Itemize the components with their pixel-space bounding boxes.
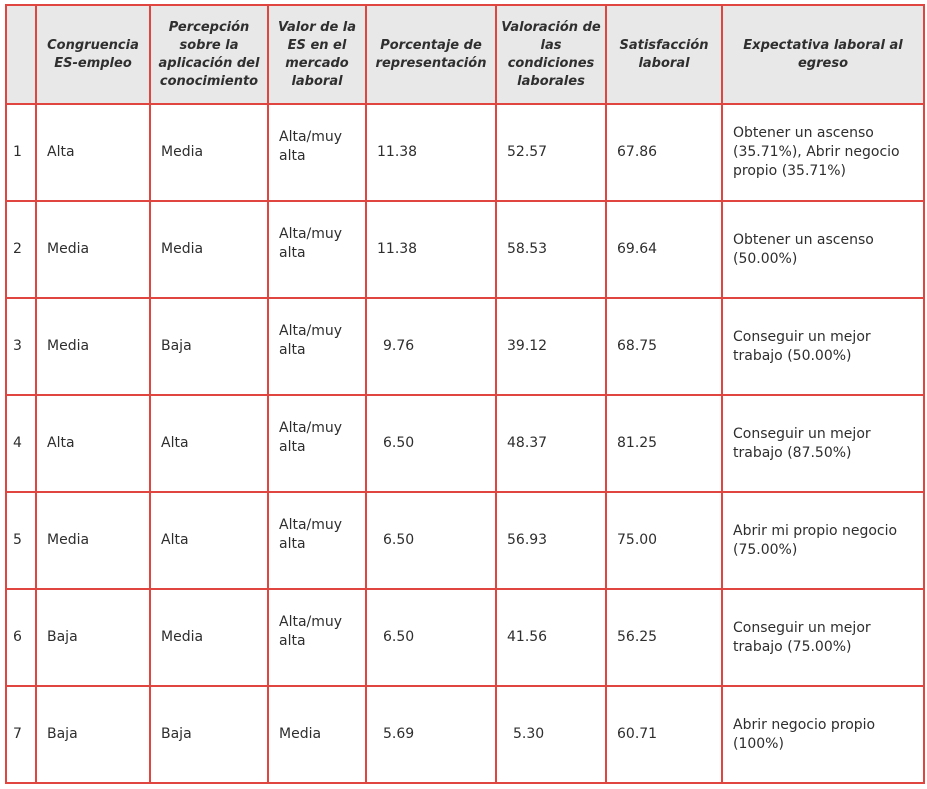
cell-expectativa: Abrir negocio propio (100%) bbox=[722, 686, 924, 783]
cell-valoracion: 58.53 bbox=[496, 201, 606, 298]
cell-valoracion: 39.12 bbox=[496, 298, 606, 395]
cell-valor bbox=[268, 686, 366, 783]
cell-valoracion: 5.30 bbox=[496, 686, 606, 783]
header-valoracion: Valoración de las condiciones laborales bbox=[496, 5, 606, 104]
row-number: 2 bbox=[6, 201, 36, 298]
cell-porcentaje: 6.50 bbox=[366, 589, 496, 686]
cell-expectativa: Conseguir un mejor trabajo (50.00%) bbox=[722, 298, 924, 395]
row-number: 4 bbox=[6, 395, 36, 492]
row-number: 1 bbox=[6, 104, 36, 201]
table-row bbox=[6, 686, 924, 783]
cell-valoracion: 56.93 bbox=[496, 492, 606, 589]
header-congruencia: Congruencia ES-empleo bbox=[36, 5, 150, 104]
cell-percepcion: Alta bbox=[150, 395, 268, 492]
cell-valor bbox=[268, 395, 366, 492]
cell-expectativa: Conseguir un mejor trabajo (75.00%) bbox=[722, 589, 924, 686]
cell-valor-text: Alta/muy alta bbox=[279, 516, 343, 552]
cell-congruencia: Media bbox=[36, 298, 150, 395]
table-row bbox=[6, 395, 924, 492]
row-number: 5 bbox=[6, 492, 36, 589]
table-row bbox=[6, 492, 924, 589]
cell-valor bbox=[268, 104, 366, 201]
row-number: 6 bbox=[6, 589, 36, 686]
cell-valor bbox=[268, 298, 366, 395]
cell-valor-text: Alta/muy alta bbox=[279, 128, 343, 164]
cell-valoracion: 48.37 bbox=[496, 395, 606, 492]
cell-congruencia: Media bbox=[36, 492, 150, 589]
cell-porcentaje: 6.50 bbox=[366, 395, 496, 492]
cell-congruencia: Baja bbox=[36, 686, 150, 783]
table-body bbox=[6, 104, 924, 783]
cell-valor-text: Alta/muy alta bbox=[279, 225, 343, 261]
cell-porcentaje: 5.69 bbox=[366, 686, 496, 783]
cell-percepcion: Baja bbox=[150, 686, 268, 783]
cell-porcentaje: 9.76 bbox=[366, 298, 496, 395]
cell-satisfaccion: 69.64 bbox=[606, 201, 722, 298]
table-row bbox=[6, 589, 924, 686]
cell-percepcion: Media bbox=[150, 104, 268, 201]
cell-satisfaccion: 75.00 bbox=[606, 492, 722, 589]
header-percepcion: Percepción sobre la aplicación del conocimiento bbox=[150, 5, 268, 104]
header-porcentaje: Porcentaje de representación bbox=[366, 5, 496, 104]
cell-percepcion: Media bbox=[150, 201, 268, 298]
cell-porcentaje: 6.50 bbox=[366, 492, 496, 589]
table-header bbox=[6, 5, 924, 104]
cell-congruencia: Alta bbox=[36, 104, 150, 201]
cell-expectativa: Conseguir un mejor trabajo (87.50%) bbox=[722, 395, 924, 492]
cell-valor-text: Media bbox=[279, 726, 322, 742]
cell-valor-text: Alta/muy alta bbox=[279, 322, 343, 358]
cell-valoracion: 41.56 bbox=[496, 589, 606, 686]
cell-valoracion: 52.57 bbox=[496, 104, 606, 201]
table-row bbox=[6, 298, 924, 395]
header-row bbox=[6, 5, 924, 104]
cell-satisfaccion: 56.25 bbox=[606, 589, 722, 686]
header-num bbox=[6, 5, 36, 104]
header-satisfaccion: Satisfacción laboral bbox=[606, 5, 722, 104]
cell-percepcion: Baja bbox=[150, 298, 268, 395]
table-row bbox=[6, 104, 924, 201]
cell-congruencia: Alta bbox=[36, 395, 150, 492]
cell-expectativa: Abrir mi propio negocio (75.00%) bbox=[722, 492, 924, 589]
cell-expectativa: Obtener un ascenso (35.71%), Abrir negocio propio (35.71%) bbox=[722, 104, 924, 201]
cell-expectativa: Obtener un ascenso (50.00%) bbox=[722, 201, 924, 298]
cell-satisfaccion: 68.75 bbox=[606, 298, 722, 395]
cell-valor bbox=[268, 492, 366, 589]
cell-porcentaje: 11.38 bbox=[366, 201, 496, 298]
table-row bbox=[6, 201, 924, 298]
cell-satisfaccion: 67.86 bbox=[606, 104, 722, 201]
cell-satisfaccion: 81.25 bbox=[606, 395, 722, 492]
cell-percepcion: Media bbox=[150, 589, 268, 686]
cell-valor bbox=[268, 201, 366, 298]
cell-congruencia: Baja bbox=[36, 589, 150, 686]
header-valor: Valor de la ES en el mercado laboral bbox=[268, 5, 366, 104]
header-expectativa: Expectativa laboral al egreso bbox=[722, 5, 924, 104]
cell-valor-text: Alta/muy alta bbox=[279, 613, 343, 649]
cell-valor bbox=[268, 589, 366, 686]
row-number: 3 bbox=[6, 298, 36, 395]
cell-porcentaje: 11.38 bbox=[366, 104, 496, 201]
results-table bbox=[5, 4, 925, 784]
cell-satisfaccion: 60.71 bbox=[606, 686, 722, 783]
row-number: 7 bbox=[6, 686, 36, 783]
cell-percepcion: Alta bbox=[150, 492, 268, 589]
cell-valor-text: Alta/muy alta bbox=[279, 419, 343, 455]
cell-congruencia: Media bbox=[36, 201, 150, 298]
